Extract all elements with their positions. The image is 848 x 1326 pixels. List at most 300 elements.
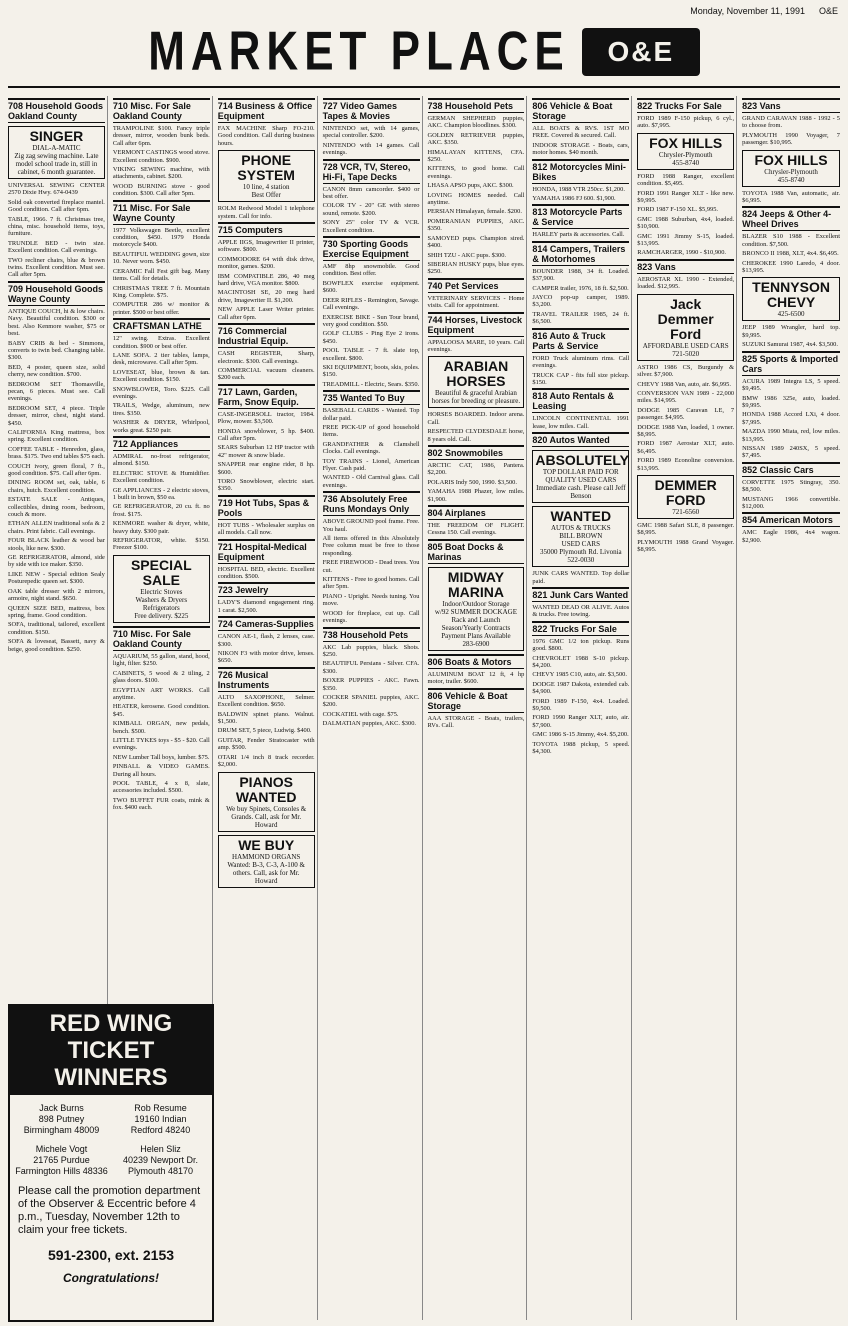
classified-ad: DODGE 1987 Dakota, extended cab. $4,900. bbox=[532, 680, 630, 696]
classified-ad: BED, 4 poster, queen size, solid cherry, new condition. $700. bbox=[8, 363, 105, 379]
display-ad bbox=[218, 772, 315, 832]
classified-ad: MACINTOSH SE, 20 meg hard drive, Imagewriter II. $1,200. bbox=[217, 289, 315, 304]
display-ad-line: DIAL-A-MATIC bbox=[32, 144, 81, 152]
winner-city: Farmington Hills 48336 bbox=[15, 1166, 108, 1176]
classified-ad: FORD 1987 Aerostar XLT, auto. $6,495. bbox=[637, 440, 735, 455]
category-heading: 730 Sporting Goods Exercise Equipment bbox=[323, 236, 420, 261]
classified-column bbox=[740, 96, 842, 1320]
classified-ad: FORD 1989 F-150, 4x4. Loaded. $9,500. bbox=[532, 697, 630, 712]
category-heading: 818 Auto Rentals & Leasing bbox=[532, 388, 629, 413]
classified-ad: COUCH ivory, green floral, 7 ft., good condition. $75. Call after 6pm. bbox=[8, 462, 105, 477]
classified-ad: BALDWIN spinet piano. Walnut. $1,500. bbox=[217, 710, 315, 726]
display-ad-line: Season/Yearly Contracts bbox=[441, 623, 511, 632]
category-heading: 727 Video Games Tapes & Movies bbox=[323, 98, 420, 123]
classified-ad: POMERANIAN PUPPIES, AKC. $350. bbox=[427, 217, 525, 233]
display-ad-line: AUTOS & TRUCKS bbox=[550, 524, 611, 533]
category-heading: 820 Autos Wanted bbox=[532, 432, 629, 447]
category-heading: 710 Misc. For Sale Oakland County bbox=[113, 626, 210, 651]
classified-ad: SHIH TZU - AKC pups. $300. bbox=[427, 251, 507, 259]
display-ad-line: Washers & Dryers bbox=[135, 595, 188, 604]
congratulations: Congratulations! bbox=[63, 1271, 159, 1285]
classified-ad: FORD 1991 Ranger XLT - like new. $9,995. bbox=[637, 189, 735, 205]
classified-ad: DODGE 1985 Caravan LE, 7 passenger. $4,995. bbox=[637, 406, 735, 422]
display-ad-line: 455-8740 bbox=[672, 158, 700, 167]
classified-ad: HONDA snowblower, 5 hp. $400. Call after 5pm. bbox=[217, 427, 315, 442]
classified-ad: PLYMOUTH 1990 Voyager, 7 passenger. $10,995. bbox=[742, 131, 840, 147]
winner-city: Redford 48240 bbox=[130, 1125, 191, 1135]
classified-ad: EXERCISE BIKE - Sun Tour brand, very good condition. $50. bbox=[322, 313, 420, 328]
winner-entry bbox=[14, 1144, 109, 1177]
winner-street: 40239 Newport Dr. bbox=[122, 1155, 199, 1165]
display-ad-line: AFFORDABLE USED CARS bbox=[642, 341, 729, 350]
display-ad-line: BILL BROWN bbox=[559, 532, 603, 541]
publication-logo: O&E bbox=[582, 28, 700, 76]
classified-ad: CONVERSION VAN 1989 - 22,000 miles. $14,995. bbox=[637, 389, 735, 405]
classified-column bbox=[530, 96, 632, 1320]
classified-ad: INDOOR STORAGE - Boats, cars, motor homes. $40 month. bbox=[532, 141, 630, 157]
winner-entry bbox=[113, 1103, 208, 1136]
classified-ad: AMF 8hp snowmobile. Good condition. Best offer. bbox=[322, 263, 420, 278]
category-heading: 710 Misc. For Sale Oakland County bbox=[113, 98, 210, 123]
category-heading: 726 Musical Instruments bbox=[218, 667, 315, 692]
display-ad-line: Free delivery. $225 bbox=[134, 611, 189, 620]
display-ad bbox=[8, 126, 105, 179]
classified-ad: FAX MACHINE Sharp FO-210. Good condition. Call during business hours. bbox=[217, 125, 315, 147]
classified-ad: CHEVROLET 1988 S-10 pickup. $4,200. bbox=[532, 654, 630, 669]
display-ad-headline: DEMMER FORD bbox=[654, 476, 717, 508]
classified-ad: All items offered in this Absolutely Free column must be free to those responding. bbox=[322, 535, 420, 557]
display-ad bbox=[113, 555, 210, 623]
classified-ad: HONDA 1988 Accord LXi, 4 door. $7,995. bbox=[742, 411, 840, 426]
classified-ad: MAZDA 1990 Miata, red, low miles. $13,995. bbox=[742, 428, 840, 443]
classified-ad: GMC 1988 Safari SLE, 8 passenger. $8,995. bbox=[637, 521, 735, 537]
classified-ad: ASTRO 1986 CS, Burgundy & silver. $7,900. bbox=[637, 363, 735, 379]
category-heading: 724 Cameras-Supplies bbox=[218, 616, 315, 631]
display-ad-headline: FOX HILLS bbox=[754, 151, 828, 168]
classified-ad: COLOR TV - 20" GE with stereo sound, remote. $200. bbox=[322, 202, 420, 217]
classified-ad: FORD 1989 F-150 pickup, 6 cyl., auto. $7,995. bbox=[637, 115, 735, 130]
classified-ad: FORD 1988 Ranger, excellent condition. $5,495. bbox=[637, 172, 735, 188]
classified-ad: FORD Truck aluminum rims. Call evenings. bbox=[532, 354, 630, 370]
winner-city: Birmingham 48009 bbox=[23, 1125, 100, 1135]
classified-ad: GRAND CARAVAN 1988 - 1992 - 5 to choose from. bbox=[742, 115, 840, 130]
classified-ad: HOSPITAL BED, electric. Excellent condition. $500. bbox=[217, 565, 315, 580]
classified-ad: NEW Lumber Tall boys, lumber. $75. bbox=[112, 753, 210, 761]
classified-ad: TORO Snowblower, electric start. $350. bbox=[217, 477, 315, 493]
classified-ad: UNIVERSAL SEWING CENTER 2570 Dixie Hwy. 674-0439 bbox=[8, 182, 105, 197]
classified-ad: AQUARIUM, 55 gallon, stand, hood, light, filter. $250. bbox=[112, 652, 210, 668]
classified-ad: ANTIQUE COUCH, hi & low chairs. Navy. Beautiful condition. $300 or best. Also Kenmore washer, $75 or best. bbox=[8, 307, 105, 338]
display-ad-line: Payment Plans Available bbox=[441, 631, 511, 640]
classified-ad: BLAZER S10 1988 - Excellent condition. $7,500. bbox=[742, 233, 840, 248]
classified-ad: GOLDEN RETRIEVER puppies, AKC. $350. bbox=[427, 131, 525, 147]
display-ad bbox=[637, 133, 734, 170]
display-ad bbox=[742, 150, 840, 187]
classified-ad: TRUNDLE BED - twin size. Excellent condition. Call evenings. bbox=[8, 239, 105, 255]
display-ad bbox=[218, 150, 315, 202]
classified-ad: COMMODORE 64 with disk drive, monitor, games. $200. bbox=[217, 255, 315, 271]
classified-ad: TWO recliner chairs, blue & brown twins. Excellent condition. Must see. Call after 5pm. bbox=[8, 256, 105, 279]
red-wing-winners-box bbox=[8, 1004, 214, 1322]
classified-ad: TABLE, 1966. 7 ft. Christmas tree, china, misc. household items, toys, furniture. bbox=[8, 215, 105, 238]
classified-ad: OTARI 1/4 inch 8 track recorder. $2,000. bbox=[217, 753, 315, 769]
category-heading: 823 Vans bbox=[637, 259, 734, 274]
winner-name: Michele Vogt bbox=[35, 1144, 88, 1154]
classified-ad: TRUCK CAP - fits full size pickup. $150. bbox=[532, 371, 630, 386]
classified-ad: BOWFLEX exercise equipment. $600. bbox=[322, 279, 420, 295]
classified-ad: WOOD for fireplace, cut up. Call evenings. bbox=[322, 609, 420, 625]
classified-ad: COMMERCIAL vacuum cleaners. $200 each. bbox=[217, 366, 315, 382]
display-ad-line: Rack and Launch bbox=[451, 615, 501, 624]
category-heading: 813 Motorcycle Parts & Service bbox=[532, 204, 629, 229]
classified-ad: BEAUTIFUL Persians - Silver. CFA. $300. bbox=[322, 660, 420, 675]
category-heading: 728 VCR, TV, Stereo, Hi-Fi, Tape Decks bbox=[323, 159, 420, 184]
classified-ad: PIANO - Upright. Needs tuning. You move. bbox=[322, 592, 420, 608]
classified-ad: LOVING HOMES needed. Call anytime. bbox=[427, 191, 525, 207]
classified-ad: COCKATIEL with cage. $75. bbox=[322, 710, 399, 718]
dateline: Monday, November 11, 1991 bbox=[690, 6, 805, 16]
category-heading: CRAFTSMAN LATHE bbox=[113, 318, 210, 333]
classified-ad: SONY 25" color TV & VCR. Excellent condition. bbox=[322, 219, 420, 234]
classified-ad: CANON AE-1, flash, 2 lenses, case. $300. bbox=[217, 633, 315, 648]
display-ad-line: Chrysler-Plymouth bbox=[764, 167, 818, 176]
classified-ad: 12" swing. Extras. Excellent condition. $900 or best offer. bbox=[112, 335, 210, 350]
classified-ad: TWO BUFFET FUR coats, mink & fox. $400 each. bbox=[112, 796, 210, 812]
category-heading: 711 Misc. For Sale Wayne County bbox=[113, 200, 210, 225]
classified-ad: NIKON F3 with motor drive, lenses. $650. bbox=[217, 650, 315, 665]
category-heading: 719 Hot Tubs, Spas & Pools bbox=[218, 495, 315, 520]
classified-ad: YAMAHA 1988 Phazer, low miles. $1,900. bbox=[427, 488, 525, 503]
category-heading: 715 Computers bbox=[218, 222, 315, 237]
display-ad-line: Immediate cash. Please call Jeff Benson bbox=[536, 484, 626, 501]
winner-name: Jack Burns bbox=[39, 1103, 84, 1113]
display-ad bbox=[428, 356, 525, 408]
display-ad-line: Electric Stoves bbox=[140, 587, 183, 596]
classified-ad: ALL BOATS & RVS. 1ST MO FREE. Covered & secured. Call. bbox=[532, 125, 630, 140]
classified-ad: ABOVE GROUND pool frame. Free. You haul. bbox=[322, 518, 420, 533]
category-heading: 709 Household Goods Wayne County bbox=[8, 281, 105, 306]
category-heading: 744 Horses, Livestock Equipment bbox=[428, 312, 525, 337]
classified-ad: WASHER & DRYER, Whirlpool, works great. $250 pair. bbox=[112, 419, 210, 434]
category-heading: 822 Trucks For Sale bbox=[532, 621, 629, 636]
winner-name: Rob Resume bbox=[134, 1103, 187, 1113]
classified-ad: SKI EQUIPMENT, boots, skis, poles. $150. bbox=[322, 363, 420, 379]
section-title: MARKET PLACE bbox=[148, 20, 570, 82]
classified-ad: PERSIAN Himalayan, female. $200. bbox=[427, 208, 522, 216]
classified-ad: GE REFRIGERATOR, almond, side by side with ice maker. $350. bbox=[8, 554, 105, 569]
classified-ad: POLARIS Indy 500, 1990. $3,500. bbox=[427, 478, 517, 486]
classified-ad: SUZUKI Samurai 1987, 4x4. $3,500. bbox=[742, 341, 838, 349]
display-ad-headline: ABSOLUTELY bbox=[535, 452, 629, 469]
classified-ad: CORVETTE 1975 Stingray, 350. $8,500. bbox=[742, 478, 840, 494]
dateline-bar bbox=[10, 6, 838, 18]
classified-ad: HORSES BOARDED. Indoor arena. Call. bbox=[427, 411, 525, 426]
classified-ad: NINTENDO set, with 14 games, special controller. $200. bbox=[322, 125, 420, 140]
category-heading: 806 Vehicle & Boat Storage bbox=[428, 688, 525, 713]
classified-ad: AAA STORAGE - Boats, trailers, RVs. Call. bbox=[427, 714, 525, 730]
classified-ad: THE FREEDOM OF FLIGHT. Cessna 150. Call evenings. bbox=[427, 522, 525, 537]
display-ad-line: 35000 Plymouth Rd. Livonia bbox=[539, 548, 622, 557]
display-ad-headline: WE BUY bbox=[238, 836, 295, 853]
classified-ad: ETHAN ALLEN traditional sofa & 2 chairs. Print fabric. Call evenings. bbox=[8, 520, 105, 535]
display-ad-headline: SINGER bbox=[29, 128, 84, 144]
classified-ad: 1977 Volkswagen Beetle, excellent condition, $450. 1979 Honda motorcycle $400. bbox=[112, 226, 210, 249]
classified-ad: COCKER SPANIEL puppies, AKC. $200. bbox=[322, 693, 420, 709]
classified-ad: JEEP 1989 Wrangler, hard top. $9,995. bbox=[742, 324, 840, 339]
classified-ad: REFRIGERATOR, white. $150. Freezer $100. bbox=[112, 537, 210, 552]
display-ad bbox=[637, 294, 734, 361]
classified-ad: IBM COMPATIBLE 286, 40 meg hard drive, VGA monitor. $800. bbox=[217, 272, 315, 288]
classified-ad: HIMALAYAN KITTENS, CFA. $250. bbox=[427, 148, 525, 164]
classified-ad: ESTATE SALE - Antiques, collectibles, dining room, bedroom, couch & more. bbox=[8, 496, 105, 519]
classified-ad: LIKE NEW - Special edition Sealy Posturepedic queen set. $300. bbox=[8, 570, 105, 586]
classified-ad: PLYMOUTH 1988 Grand Voyager. $8,995. bbox=[637, 538, 735, 554]
display-ad bbox=[428, 567, 525, 651]
display-ad-headline: TENNYSON CHEVY bbox=[752, 279, 830, 311]
classified-ad: BOXER PUPPIES - AKC. Fawn. $350. bbox=[322, 677, 420, 692]
classified-ad: HONDA, 1988 VTR 250cc. $1,200. bbox=[532, 185, 625, 193]
display-ad-line: Refrigerators bbox=[142, 603, 180, 612]
classified-ad: BMW 1986 325e, auto, loaded. $9,995. bbox=[742, 394, 840, 409]
category-heading: 721 Hospital-Medical Equipment bbox=[218, 539, 315, 564]
classified-ad: CHEROKEE 1990 Laredo, 4 door. $13,995. bbox=[742, 259, 840, 275]
classified-ad: BASEBALL CARDS - Wanted. Top dollar paid. bbox=[322, 407, 420, 422]
display-ad-line: 721-6560 bbox=[672, 507, 700, 516]
classified-ad: KIMBALL ORGAN, new pedals, bench. $500. bbox=[112, 720, 210, 735]
classified-ad: CASE-INGERSOLL tractor, 1984. Plow, mower. $3,500. bbox=[217, 410, 315, 426]
classified-ad: BOUNDER 1988, 34 ft. Loaded. $37,900. bbox=[532, 267, 630, 283]
display-ad bbox=[532, 506, 629, 567]
classified-ad: BEDROOM SET, 4 piece. Triple dresser, mirror, chest, night stand. $450. bbox=[8, 404, 105, 427]
display-ad-line: Wanted: B-3, C-3, A-100 & others. Call, ask for Mr. Howard bbox=[227, 860, 305, 885]
category-heading: 804 Airplanes bbox=[428, 505, 525, 520]
classified-ad: ELECTRIC STOVE & Humidifier. Excellent condition. bbox=[112, 469, 210, 485]
category-heading: 805 Boat Docks & Marinas bbox=[428, 539, 525, 564]
classified-ad: FORD 1990 Ranger XLT, auto, air. $7,900. bbox=[532, 714, 630, 729]
classified-ad: ALUMINUM BOAT 12 ft, 4 hp motor, trailer. $600. bbox=[427, 670, 525, 686]
classified-ad: CHEVY 1988 Van, auto, air. $6,995. bbox=[637, 380, 731, 388]
category-heading: 802 Snowmobiles bbox=[428, 445, 525, 460]
classified-ad: GE APPLIANCES - 2 electric stoves, 1 built in brown, $50 ea. bbox=[112, 486, 210, 502]
display-ad-line: w/92 SUMMER DOCKAGE bbox=[434, 607, 517, 616]
display-ad-headline: Jack Demmer Ford bbox=[657, 295, 714, 342]
classified-column bbox=[635, 96, 737, 1320]
classified-ad: TRAILS, Wedge, aluminum, new tires. $350. bbox=[112, 402, 210, 417]
classified-ad: GMC 1986 S-15 Jimmy, 4x4. $5,200. bbox=[532, 731, 629, 739]
category-heading: 816 Auto & Truck Parts & Service bbox=[532, 328, 629, 353]
classified-ad: NEW APPLE Laser Writer printer. Call after 6pm. bbox=[217, 306, 315, 321]
classified-ad: GERMAN SHEPHERD puppies, AKC. Champion bloodlines. $300. bbox=[427, 115, 525, 130]
classified-ad: HOT TUBS - Wholesaler surplus on all models. Call now. bbox=[217, 521, 315, 537]
classified-ad: GOLF CLUBS - Ping Eye 2 irons. $450. bbox=[322, 330, 420, 345]
classified-ad: LOVESEAT, blue, brown & tan. Excellent condition. $150. bbox=[112, 368, 210, 384]
claim-phone: 591-2300, ext. 2153 bbox=[47, 1247, 175, 1263]
classified-ad: CASH REGISTER, Sharp, electronic. $300. Call evenings. bbox=[217, 350, 315, 365]
category-heading: 716 Commercial Industrial Equip. bbox=[218, 323, 315, 348]
display-ad-line: Chrysler-Plymouth bbox=[658, 150, 713, 159]
display-ad-line: Beautiful & graceful Arabian horses for breeding or pleasure. bbox=[431, 389, 521, 406]
classified-ad: HEATER, kerosene. Good condition. $45. bbox=[112, 703, 210, 718]
category-heading: 714 Business & Office Equipment bbox=[218, 98, 315, 123]
classified-ad: CABINETS, 5 wood & 2 tiling, 2 glass doors. $100. bbox=[112, 669, 210, 685]
classified-ad: CALIFORNIA King mattress, box spring. Excellent condition. bbox=[8, 428, 105, 444]
classified-ad: CHEVY 1985 C10, auto, air. $3,500. bbox=[532, 671, 627, 679]
classified-ad: TOYOTA 1988 pickup, 5 speed. $4,300. bbox=[532, 740, 630, 756]
category-heading: 854 American Motors bbox=[742, 512, 840, 527]
classified-ad: RESPECTED CLYDESDALE horse, 8 years old. Call. bbox=[427, 428, 525, 443]
display-ad-headline: ARABIAN HORSES bbox=[443, 358, 509, 390]
classified-ad: APPALOOSA MARE, 10 years. Call evenings. bbox=[427, 338, 525, 353]
classified-ad: SNOWBLOWER, Toro. $225. Call evenings. bbox=[112, 385, 210, 400]
classified-ad: GRANDFATHER & Clamshell Clocks. Call evenings. bbox=[322, 440, 420, 456]
classified-ad: AEROSTAR XL 1990 - Extended, loaded. $12,995. bbox=[637, 275, 735, 291]
classified-ad: Solid oak converted fireplace mantel. Good condition. Call after 6pm. bbox=[8, 198, 105, 214]
display-ad-line: We buy Spinets, Consoles & Grands. Call, ask for Mr. Howard bbox=[226, 804, 307, 829]
display-ad-line: 455-8740 bbox=[777, 175, 805, 184]
classified-ad: TOYOTA 1988 Van, automatic, air. $6,995. bbox=[742, 189, 840, 205]
display-ad bbox=[637, 475, 734, 519]
classified-ad: CANON 8mm camcorder. $400 or best offer. bbox=[322, 185, 420, 201]
winner-street: 21765 Purdue bbox=[33, 1155, 90, 1165]
display-ad bbox=[218, 835, 315, 888]
classified-ad: JUNK CARS WANTED. Top dollar paid. bbox=[532, 570, 630, 585]
display-ad-line: Indoor/Outdoor Storage bbox=[442, 599, 510, 608]
classified-ad: GE REFRIGERATOR, 20 cu. ft. no frost. $175. bbox=[112, 503, 210, 518]
display-ad-headline: SPECIAL SALE bbox=[130, 556, 192, 588]
classified-ad: JAYCO pop-up camper, 1989. $3,200. bbox=[532, 294, 630, 309]
category-heading: 825 Sports & Imported Cars bbox=[742, 351, 840, 376]
classified-ad: GMC 1991 Jimmy S-15, loaded. $13,995. bbox=[637, 232, 735, 248]
classified-ad: COFFEE TABLE - Henredon, glass, brass. $175. Two end tables $75 each. bbox=[8, 445, 105, 461]
classified-ad: AKC Lab puppies, black. Shots. $250. bbox=[322, 643, 420, 658]
winner-entry bbox=[113, 1144, 208, 1177]
category-heading: 717 Lawn, Garden, Farm, Snow Equip. bbox=[218, 384, 315, 409]
display-ad-line: 283-6900 bbox=[462, 639, 490, 648]
masthead bbox=[0, 20, 848, 82]
display-ad-headline: FOX HILLS bbox=[649, 134, 723, 151]
category-heading: 806 Boats & Motors bbox=[428, 654, 525, 669]
classified-column bbox=[426, 96, 528, 1320]
display-ad-line: Best Offer bbox=[251, 191, 281, 200]
classified-ad: POOL TABLE, 4 x 8, slate, accessories included. $500. bbox=[112, 779, 210, 795]
winner-street: 19160 Indian bbox=[134, 1114, 187, 1124]
classified-ad: DRUM SET, 5 piece, Ludwig. $400. bbox=[217, 727, 312, 735]
display-ad bbox=[532, 450, 629, 503]
classified-ad: SNAPPER rear engine rider, 8 hp. $600. bbox=[217, 461, 315, 476]
classified-ad: SIBERIAN HUSKY pups, blue eyes. $250. bbox=[427, 260, 525, 276]
classified-column bbox=[321, 96, 423, 1320]
category-heading: 812 Motorcycles Mini-Bikes bbox=[532, 159, 629, 184]
classified-ad: ROLM Redwood Model 1 telephone system. Call for info. bbox=[217, 205, 315, 220]
classified-ad: KITTENS - Free to good homes. Call after 5pm. bbox=[322, 576, 420, 591]
winners-list bbox=[10, 1095, 212, 1181]
red-wing-title: RED WING TICKET WINNERS bbox=[10, 1006, 212, 1095]
classified-ad: APPLE IIGS, Imagewriter II printer, software. $800. bbox=[217, 239, 315, 254]
classified-ad: FREE FIREWOOD - Dead trees. You cut. bbox=[322, 559, 420, 574]
category-heading: 822 Trucks For Sale bbox=[637, 98, 734, 113]
category-heading: 824 Jeeps & Other 4-Wheel Drives bbox=[742, 206, 840, 231]
category-heading: 740 Pet Services bbox=[428, 278, 525, 293]
category-heading: 852 Classic Cars bbox=[742, 462, 840, 477]
classified-ad: ARCTIC CAT, 1986, Pantera. $2,200. bbox=[427, 461, 525, 477]
classified-ad: FOUR BLACK leather & wood bar stools, like new. $300. bbox=[8, 537, 105, 552]
category-heading: 738 Household Pets bbox=[428, 98, 525, 113]
classified-ad: SOFA, traditional, tailored, excellent condition. $150. bbox=[8, 621, 105, 636]
display-ad-line: TOP DOLLAR PAID FOR QUALITY USED CARS bbox=[542, 468, 619, 485]
winner-city: Plymouth 48170 bbox=[127, 1166, 194, 1176]
classified-ad: BABY CRIB & bed - Simmons, converts to twin bed. Changing table. $300. bbox=[8, 339, 105, 362]
classified-ad: EGYPTIAN ART WORKS. Call anytime. bbox=[112, 686, 210, 701]
category-heading: 821 Junk Cars Wanted bbox=[532, 587, 629, 602]
classified-ad: SAMOYED pups. Champion sired. $400. bbox=[427, 234, 525, 250]
classified-ad: VETERINARY SERVICES - Home visits. Call for appointment. bbox=[427, 294, 525, 310]
display-ad-line: Zig zag sewing machine. Late model school trade in, still in cabinet, 6 month guarantee. bbox=[14, 152, 99, 176]
classified-ad: DINING ROOM set, oak, table, 6 chairs, hutch. Excellent condition. bbox=[8, 479, 105, 494]
classified-ad: DEER RIFLES - Remington, Savage. Call evenings. bbox=[322, 296, 420, 312]
classified-ad: NINTENDO with 14 games. Call evenings. bbox=[322, 141, 420, 157]
classified-ad: OAK table dresser with 2 mirrors, armoire, night stand. $650. bbox=[8, 587, 105, 603]
classified-ad: ACURA 1989 Integra LS, 5 speed. $9,495. bbox=[742, 377, 840, 393]
classified-ad: WOOD BURNING stove - good condition. $300. Call after 5pm. bbox=[112, 182, 210, 198]
classified-ad: GUITAR, Fender Stratocaster with amp. $500. bbox=[217, 736, 315, 752]
category-heading: 736 Absolutely Free Runs Mondays Only bbox=[323, 491, 420, 516]
classified-ad: NISSAN 1989 240SX, 5 speed. $7,495. bbox=[742, 444, 840, 460]
winner-street: 898 Putney bbox=[38, 1114, 85, 1124]
classified-ad: BEAUTIFUL WEDDING gown, size 10. Never worn. $450. bbox=[112, 250, 210, 266]
classified-ad: HARLEY parts & accessories. Call. bbox=[532, 231, 625, 239]
category-heading: 738 Household Pets bbox=[323, 627, 420, 642]
classified-ad: SOFA & loveseat, Bassett, navy & beige, good condition. $250. bbox=[8, 638, 105, 653]
display-ad-headline: WANTED bbox=[550, 508, 612, 525]
display-ad-headline: PHONE SYSTEM bbox=[237, 152, 295, 184]
classified-ad: 1976 GMC 1/2 ton pickup. Runs good. $800. bbox=[532, 637, 630, 653]
display-ad-line: 425-6500 bbox=[777, 310, 805, 319]
classified-ad: TREADMILL - Electric, Sears. $350. bbox=[322, 380, 420, 388]
winner-entry bbox=[14, 1103, 109, 1136]
classified-ad: VIKING SEWING machine, with attachments, cabinet. $200. bbox=[112, 166, 210, 181]
classified-ad: POOL TABLE - 7 ft. slate top, excellent. $800. bbox=[322, 347, 420, 362]
classified-ad: QUEEN SIZE BED, mattress, box spring, frame. Good condition. bbox=[8, 604, 105, 619]
display-ad-headline: MIDWAY MARINA bbox=[447, 568, 505, 600]
category-heading: 806 Vehicle & Boat Storage bbox=[532, 98, 629, 123]
category-heading: 814 Campers, Trailers & Motorhomes bbox=[532, 241, 629, 266]
masthead-rule bbox=[8, 86, 840, 88]
classified-ad: YAMAHA 1986 FJ 600. $1,900. bbox=[532, 195, 616, 203]
classified-ad: VERMONT CASTINGS wood stove. Excellent condition. $900. bbox=[112, 149, 210, 164]
classified-ad: CERAMIC Fall Fest gift bag. Many items. Call for details. bbox=[112, 267, 210, 283]
category-heading: 708 Household Goods Oakland County bbox=[8, 98, 105, 123]
classified-ad: DALMATIAN puppies, AKC. $300. bbox=[322, 720, 416, 728]
classified-ad: LINCOLN CONTINENTAL 1991 lease, low miles. Call. bbox=[532, 415, 630, 430]
classified-ad: CAMPER trailer, 1976, 18 ft. $2,500. bbox=[532, 284, 629, 292]
classified-ad: RAMCHARGER, 1990 - $10,900. bbox=[637, 249, 727, 257]
display-ad-line: USED CARS bbox=[561, 540, 600, 549]
category-heading: 735 Wanted To Buy bbox=[323, 390, 420, 405]
classified-ad: LITTLE TYKES toys - $5 - $20. Call evenings. bbox=[112, 736, 210, 752]
classified-column bbox=[216, 96, 318, 1320]
category-heading: 723 Jewelry bbox=[218, 582, 315, 597]
classified-ad: AMC Eagle 1986, 4x4 wagon. $2,900. bbox=[742, 529, 840, 544]
classified-ad: KITTENS, to good home. Call evenings. bbox=[427, 165, 525, 180]
classified-ad: DODGE 1988 Van, loaded, 1 owner. $8,995. bbox=[637, 423, 735, 438]
winner-name: Helen Sliz bbox=[140, 1144, 181, 1154]
classified-ad: COMPUTER 286 w/ monitor & printer. $500 or best offer. bbox=[112, 301, 210, 316]
display-ad-line: HAMMOND ORGANS bbox=[232, 852, 301, 861]
classified-ad: FORD 1987 F-150 XL. $5,995. bbox=[637, 206, 719, 214]
classified-ad: KENMORE washer & dryer, white, heavy duty. $300 pair. bbox=[112, 520, 210, 535]
classified-ad: LANE SOFA. 2 tier tables, lamps, desk, microwave. Call after 5pm. bbox=[112, 351, 210, 367]
classified-ad: CHRISTMAS TREE 7 ft. Mountain King. Complete. $75. bbox=[112, 284, 210, 299]
